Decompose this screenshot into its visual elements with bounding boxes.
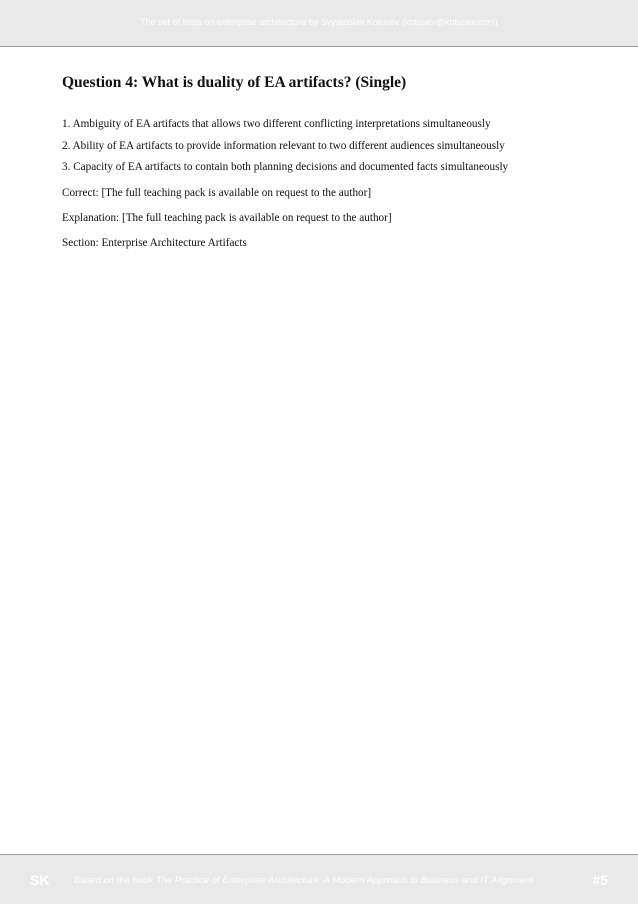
author-logo: SK bbox=[30, 872, 50, 888]
footer-text-prefix: Based on the book bbox=[74, 875, 156, 886]
footer-book-title: The Practice of Enterprise Architecture: A Modern Approach to Business and IT Alignment bbox=[155, 875, 534, 886]
question-content bbox=[62, 74, 602, 262]
page-header bbox=[0, 0, 638, 47]
answer-option-2: 2. Ability of EA artifacts to provide information relevant to two different audiences simultaneously bbox=[62, 139, 505, 152]
answer-options-list bbox=[62, 114, 602, 179]
section-line: Section: Enterprise Architecture Artifacts bbox=[62, 236, 247, 249]
answer-option-3: 3. Capacity of EA artifacts to contain both planning decisions and documented facts simultaneously bbox=[62, 161, 509, 173]
explanation-line: Explanation: [The full teaching pack is available on request to the author] bbox=[62, 211, 392, 224]
question-title: Question 4: What is duality of EA artifacts? (Single) bbox=[62, 74, 407, 91]
correct-answer-line: Correct: [The full teaching pack is available on request to the author] bbox=[62, 186, 372, 199]
answer-option-1: 1. Ambiguity of EA artifacts that allows two different conflicting interpretations simultaneously bbox=[62, 118, 491, 130]
page-number: #5 bbox=[592, 872, 608, 888]
footer-text bbox=[74, 875, 533, 886]
page-footer bbox=[0, 854, 638, 904]
header-text: The set of tests on enterprise architecture by Svyatoslav Kotusev (kotusev@kotusev.com) bbox=[140, 17, 498, 27]
